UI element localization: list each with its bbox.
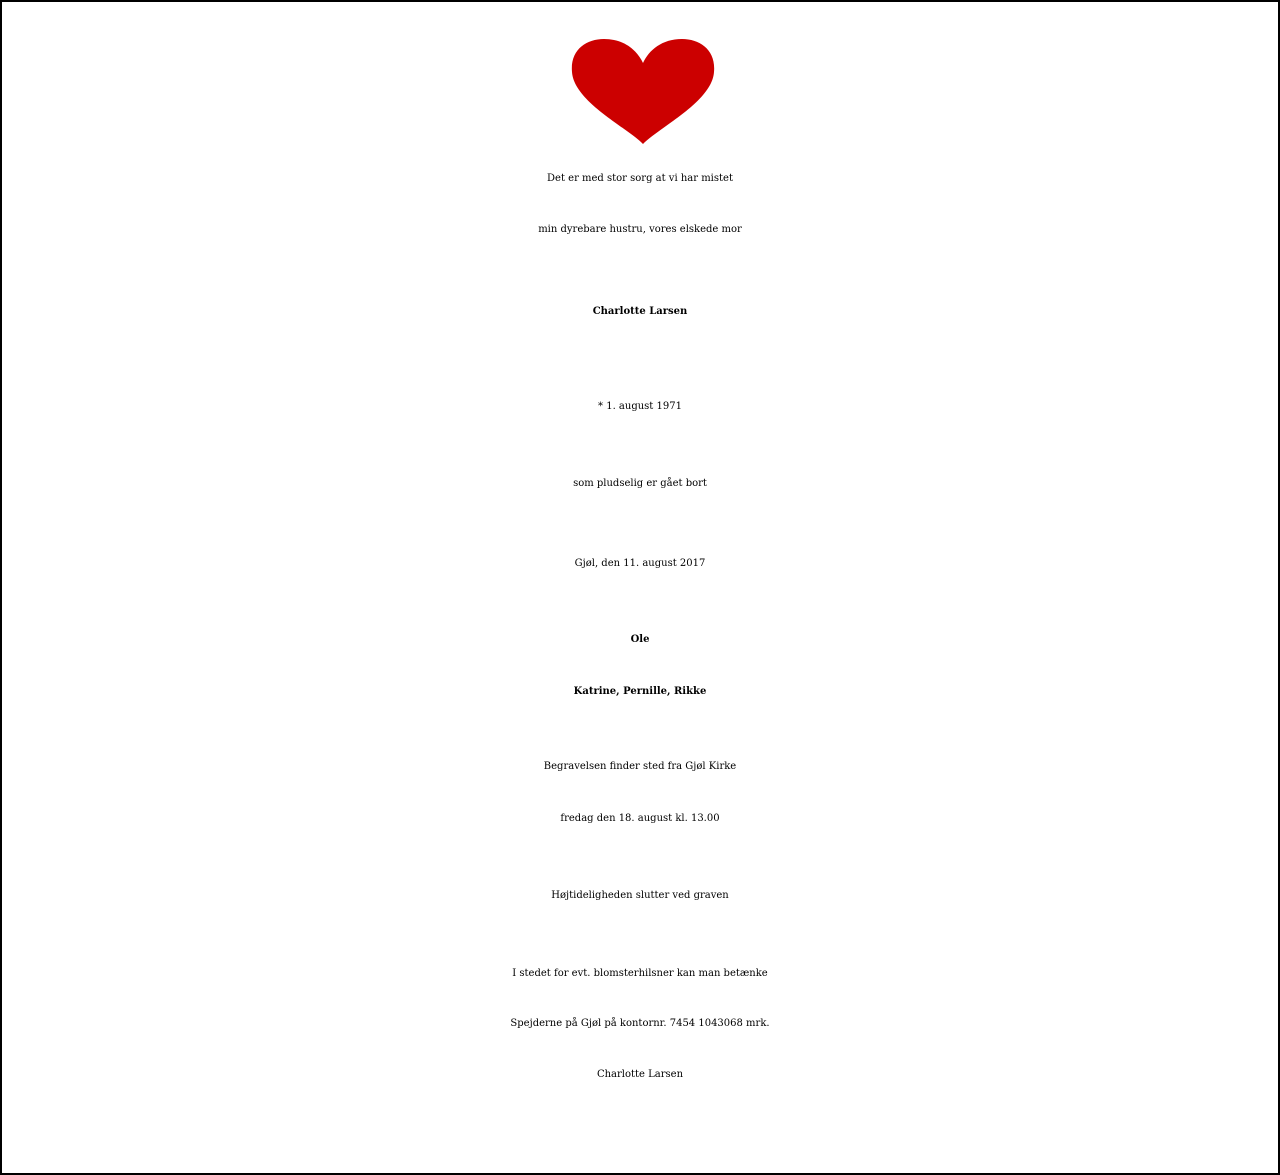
heart-icon bbox=[570, 36, 716, 146]
donation-line-3: Charlotte Larsen bbox=[596, 1069, 684, 1080]
funeral-line-1: Begravelsen finder sted fra Gjøl Kirke bbox=[543, 761, 737, 772]
passing-text: som pludselig er gået bort bbox=[573, 478, 707, 489]
place-and-date: Gjøl, den 11. august 2017 bbox=[574, 558, 706, 569]
family-line-2: Katrine, Pernille, Rikke bbox=[573, 686, 707, 697]
donation-line-1: I stedet for evt. blomsterhilsner kan man betænke bbox=[512, 968, 768, 979]
birth-date: * 1. august 1971 bbox=[598, 401, 682, 412]
donation-line-2: Spejderne på Gjøl på kontornr. 7454 1043068 mrk. bbox=[510, 1018, 770, 1029]
heart-shape bbox=[572, 39, 714, 144]
family-line-1: Ole bbox=[630, 634, 650, 645]
intro-line-1: Det er med stor sorg at vi har mistet bbox=[547, 173, 733, 184]
deceased-name: Charlotte Larsen bbox=[592, 306, 688, 317]
funeral-line-2: fredag den 18. august kl. 13.00 bbox=[560, 813, 720, 824]
ceremony-text: Højtideligheden slutter ved graven bbox=[551, 890, 729, 901]
intro-line-2: min dyrebare hustru, vores elskede mor bbox=[538, 224, 742, 235]
